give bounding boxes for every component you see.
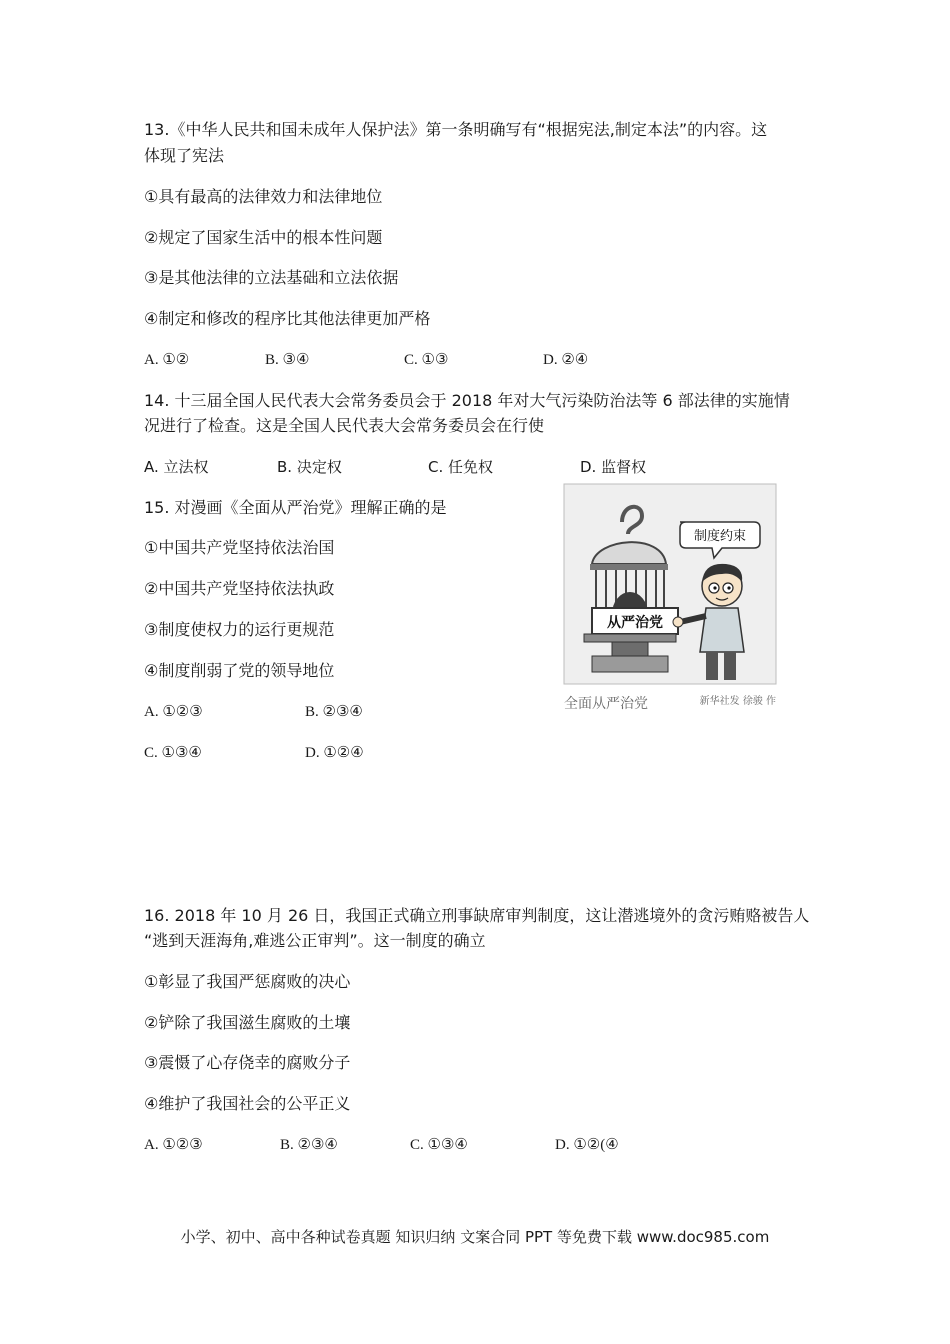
- q15-item-1: ①中国共产党坚持依法治国: [144, 538, 335, 557]
- q16-option-c: C. ①③④: [410, 1137, 468, 1153]
- q13-item-4: ④制定和修改的程序比其他法律更加严格: [144, 309, 431, 328]
- q14-stem-line1: 14. 十三届全国人民代表大会常务委员会于 2018 年对大气污染防治法等 6 部法律的实施情: [144, 391, 790, 410]
- q13-option-b: B. ③④: [265, 352, 310, 368]
- q14-option-b: B. 决定权: [277, 458, 342, 476]
- cage-sign-text: 从严治党: [607, 615, 663, 631]
- q16-item-4: ④维护了我国社会的公平正义: [144, 1094, 351, 1113]
- q16-item-3: ③震慑了心存侥幸的腐败分子: [144, 1053, 351, 1072]
- q16-option-b: B. ②③④: [280, 1137, 338, 1153]
- party-discipline-cartoon: [562, 482, 778, 714]
- q15-stem: 15. 对漫画《全面从严治党》理解正确的是: [144, 498, 447, 517]
- footer-download-link[interactable]: 小学、初中、高中各种试卷真题 知识归纳 文案合同 PPT 等免费下载 www.doc985.com: [180, 1228, 770, 1246]
- q16-option-d: D. ①②(④: [555, 1137, 619, 1153]
- q15-option-a: A. ①②③: [144, 704, 203, 720]
- q13-item-1: ①具有最高的法律效力和法律地位: [144, 187, 383, 206]
- q15-option-c: C. ①③④: [144, 745, 202, 761]
- q15-item-3: ③制度使权力的运行更规范: [144, 620, 335, 639]
- q14-option-a: A. 立法权: [144, 458, 209, 476]
- q13-option-c: C. ①③: [404, 352, 449, 368]
- q13-item-2: ②规定了国家生活中的根本性问题: [144, 228, 383, 247]
- q15-item-4: ④制度削弱了党的领导地位: [144, 661, 335, 680]
- q13-item-3: ③是其他法律的立法基础和立法依据: [144, 268, 399, 287]
- q15-item-2: ②中国共产党坚持依法执政: [144, 579, 335, 598]
- q16-option-a: A. ①②③: [144, 1137, 203, 1153]
- q14-option-d: D. 监督权: [580, 458, 647, 476]
- q13-stem-line2: 体现了宪法: [144, 146, 225, 165]
- speech-bubble-text: 制度约束: [693, 529, 747, 544]
- q16-stem-line2: “逃到天涯海角,难逃公正审判”。这一制度的确立: [144, 931, 486, 950]
- q16-stem-line1: 16. 2018 年 10 月 26 日，我国正式确立刑事缺席审判制度，这让潜逃境外的贪污贿赂被告人: [144, 906, 810, 925]
- q15-option-d: D. ①②④: [305, 745, 364, 761]
- q14-stem-line2: 况进行了检查。这是全国人民代表大会常务委员会在行使: [144, 416, 545, 435]
- q13-option-a: A. ①②: [144, 352, 190, 368]
- cartoon-credit: 新华社发 徐骏 作: [699, 696, 776, 707]
- q13-option-d: D. ②④: [543, 352, 589, 368]
- q16-item-1: ①彰显了我国严惩腐败的决心: [144, 972, 351, 991]
- q13-stem-line1: 13.《中华人民共和国未成年人保护法》第一条明确写有“根据宪法,制定本法”的内容。这: [144, 120, 768, 139]
- cartoon-caption: 全面从严治党: [564, 696, 648, 712]
- q14-option-c: C. 任免权: [428, 458, 494, 476]
- q15-option-b: B. ②③④: [305, 704, 363, 720]
- q16-item-2: ②铲除了我国滋生腐败的土壤: [144, 1013, 351, 1032]
